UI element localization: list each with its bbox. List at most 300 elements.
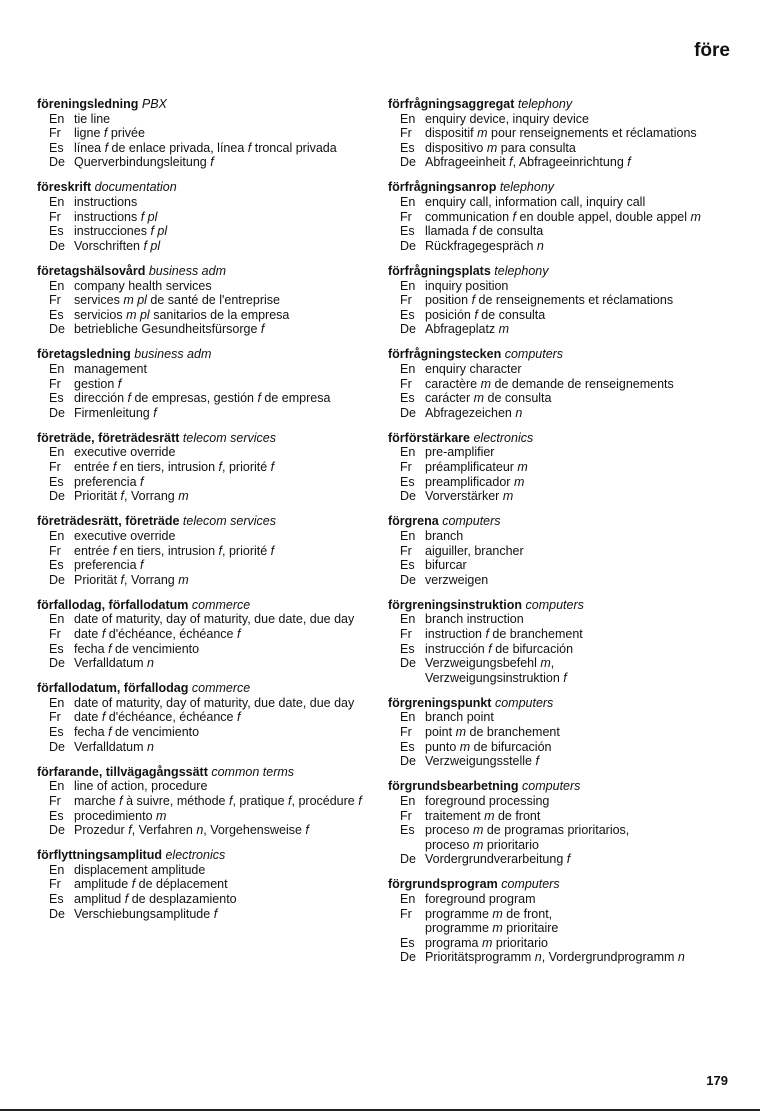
language-code: Es	[400, 641, 415, 656]
language-code: En	[49, 278, 65, 293]
translation-row	[388, 656, 733, 685]
translation-text: Abfrageplatz m	[425, 322, 510, 337]
headword: förfrågningsaggregat	[388, 97, 515, 111]
translation-text: instrucción f de bifurcación	[425, 641, 574, 656]
translation-text: management	[74, 362, 147, 376]
headword: förfarande, tillvägagångssätt	[37, 764, 208, 779]
subject-domain: business adm	[148, 263, 226, 278]
language-code: En	[400, 278, 416, 293]
translation-text: Vorverstärker m	[425, 489, 514, 504]
translation-text: gestion f	[74, 376, 122, 391]
translation-text: enquiry device, inquiry device	[425, 111, 589, 126]
translation-text: preferencia f	[74, 558, 144, 573]
dictionary-entry	[388, 877, 733, 965]
translation-row	[388, 936, 733, 951]
translation-text: inquiry position	[425, 278, 509, 293]
language-code: Es	[49, 808, 64, 823]
translation-row	[37, 308, 367, 323]
translation-row	[37, 406, 367, 421]
language-code: Es	[400, 307, 415, 322]
language-code: Fr	[400, 460, 412, 475]
language-code: De	[49, 739, 65, 754]
translation-row	[37, 475, 367, 490]
subject-domain: telecom services	[182, 514, 276, 529]
translation-row	[37, 224, 367, 239]
headword: företräde, företrädesrätt	[37, 430, 180, 445]
language-code: Fr	[400, 126, 412, 141]
translation-row	[37, 558, 367, 573]
translation-text: betriebliche Gesundheitsfürsorge f	[74, 322, 265, 337]
translation-text: Priorität f, Vorrang m	[74, 489, 189, 504]
language-code: En	[400, 612, 416, 627]
translation-row	[37, 907, 367, 922]
language-code: Es	[49, 391, 64, 406]
translation-text: services m pl de santé de l'entreprise	[74, 293, 280, 308]
headword: förgreningsinstruktion	[388, 597, 523, 612]
translation-row	[388, 950, 733, 965]
language-code: Es	[49, 558, 64, 573]
translation-row	[37, 322, 367, 337]
language-code: De	[400, 405, 416, 420]
dictionary-entry	[37, 347, 367, 420]
language-code: En	[49, 195, 65, 210]
subject-domain: commerce	[191, 681, 251, 696]
subject-domain: documentation	[94, 180, 177, 195]
translation-row	[37, 863, 367, 878]
translation-text: date of maturity, day of maturity, due date, due day	[74, 612, 355, 627]
translation-row	[37, 544, 367, 559]
translation-row	[388, 725, 733, 740]
translation-text: dispositif m pour renseignements et réclamations	[425, 126, 697, 141]
subject-domain: computers	[494, 695, 554, 710]
dictionary-entry	[37, 180, 367, 253]
headword: förfrågningsplats	[388, 263, 491, 278]
translation-row	[388, 710, 733, 725]
language-code: De	[400, 489, 416, 504]
language-code: Es	[49, 892, 64, 906]
translation-text: proceso m de programas prioritarios, proceso m prioritario	[425, 823, 630, 852]
language-code: De	[400, 656, 416, 671]
language-code: Fr	[49, 376, 61, 391]
language-code: Es	[49, 140, 64, 155]
dictionary-entry	[388, 779, 733, 867]
translation-text: executive override	[74, 445, 176, 460]
entry-head	[388, 514, 733, 529]
translation-text: fecha f de vencimiento	[74, 641, 200, 656]
dictionary-entry	[388, 264, 733, 337]
language-code: Es	[400, 224, 415, 239]
translation-row	[37, 823, 367, 838]
language-code: En	[49, 779, 65, 794]
language-code: De	[49, 572, 65, 587]
entry-head	[388, 598, 733, 613]
language-code: En	[49, 445, 65, 460]
language-code: En	[400, 892, 416, 906]
running-header: före	[694, 40, 730, 61]
translation-text: instructions	[74, 195, 138, 210]
translation-row	[37, 877, 367, 892]
translation-row	[388, 852, 733, 867]
language-code: Es	[49, 641, 64, 656]
entry-head	[388, 696, 733, 711]
language-code: Fr	[400, 808, 412, 823]
language-code: Fr	[49, 877, 61, 892]
headword: förfrågningstecken	[388, 347, 502, 362]
language-code: En	[400, 111, 416, 126]
language-code: Fr	[49, 460, 61, 475]
language-code: De	[400, 155, 416, 170]
language-code: De	[400, 238, 416, 253]
translation-text: instruction f de branchement	[425, 627, 583, 641]
subject-domain: telecom services	[182, 430, 276, 445]
language-code: De	[400, 950, 416, 965]
translation-row	[388, 195, 733, 210]
entry-head	[388, 180, 733, 195]
language-code: Es	[400, 140, 415, 155]
translation-row	[388, 141, 733, 156]
entry-head	[388, 347, 733, 362]
dictionary-entry	[37, 598, 367, 671]
translation-row	[388, 529, 733, 544]
headword: förgreningspunkt	[388, 695, 492, 710]
translation-row	[388, 573, 733, 588]
translation-text: préamplificateur m	[425, 460, 528, 475]
language-code: De	[400, 754, 416, 769]
translation-text: Prioritätsprogramm n, Vordergrundprogramm n	[425, 950, 685, 965]
dictionary-entry	[37, 264, 367, 337]
translation-text: carácter m de consulta	[425, 391, 552, 406]
translation-text: date f d'échéance, échéance f	[74, 710, 241, 725]
language-code: De	[49, 238, 65, 253]
translation-text: executive override	[74, 528, 176, 543]
translation-row	[37, 627, 367, 642]
dictionary-entry	[388, 97, 733, 170]
translation-row	[388, 809, 733, 824]
translation-text: branch point	[425, 710, 494, 725]
page-edge	[0, 1109, 760, 1111]
translation-row	[388, 794, 733, 809]
translation-row	[37, 391, 367, 406]
headword: företagshälsovård	[37, 263, 146, 278]
entry-head	[37, 264, 367, 279]
language-code: Es	[400, 474, 415, 489]
subject-domain: telephony	[499, 180, 555, 195]
language-code: Fr	[49, 710, 61, 725]
dictionary-entry	[388, 696, 733, 769]
translation-text: date of maturity, day of maturity, due date, due day	[74, 695, 355, 710]
translation-row	[388, 362, 733, 377]
translation-row	[37, 892, 367, 907]
translation-row	[388, 406, 733, 421]
language-code: En	[49, 111, 65, 126]
translation-row	[37, 112, 367, 127]
translation-row	[37, 656, 367, 671]
language-code: En	[49, 862, 65, 877]
language-code: De	[400, 572, 416, 587]
translation-text: aiguiller, brancher	[425, 543, 524, 558]
entry-head	[37, 681, 367, 696]
translation-text: position f de renseignements et réclamations	[425, 293, 674, 308]
language-code: Fr	[400, 209, 412, 224]
dictionary-entry	[37, 514, 367, 587]
translation-text: tie line	[74, 111, 111, 126]
translation-text: foreground program	[425, 892, 536, 906]
translation-row	[37, 126, 367, 141]
translation-text: Verfalldatum n	[74, 656, 154, 671]
translation-row	[37, 794, 367, 809]
translation-text: instrucciones f pl	[74, 224, 168, 239]
subject-domain: common terms	[211, 764, 295, 779]
translation-text: procedimiento m	[74, 808, 167, 823]
translation-row	[388, 279, 733, 294]
language-code: En	[400, 710, 416, 725]
translation-row	[388, 210, 733, 225]
translation-row	[388, 391, 733, 406]
language-code: En	[400, 362, 416, 376]
translation-row	[37, 725, 367, 740]
headword: förfrågningsanrop	[388, 180, 497, 195]
translation-row	[37, 740, 367, 755]
translation-row	[388, 612, 733, 627]
translation-text: entrée f en tiers, intrusion f, priorité f	[74, 460, 275, 475]
translation-row	[388, 308, 733, 323]
translation-text: company health services	[74, 278, 212, 293]
language-code: En	[49, 612, 65, 627]
dictionary-entry	[388, 598, 733, 686]
language-code: Es	[400, 391, 415, 406]
subject-domain: computers	[525, 597, 584, 612]
translation-text: line of action, procedure	[74, 779, 208, 794]
entry-head	[388, 877, 733, 892]
translation-text: enquiry character	[425, 362, 522, 376]
language-code: Fr	[49, 126, 61, 141]
language-code: Fr	[49, 543, 61, 558]
entry-head	[388, 97, 733, 112]
translation-row	[388, 293, 733, 308]
language-code: Es	[400, 739, 415, 754]
entry-head	[388, 779, 733, 794]
entry-head	[37, 97, 367, 112]
translation-text: traitement m de front	[425, 808, 541, 823]
translation-row	[388, 740, 733, 755]
translation-row	[388, 445, 733, 460]
language-code: Fr	[400, 376, 412, 391]
language-code: Fr	[400, 627, 412, 641]
entry-head	[37, 431, 367, 446]
subject-domain: computers	[504, 347, 564, 362]
translation-row	[388, 155, 733, 170]
translation-text: punto m de bifurcación	[425, 739, 552, 754]
translation-text: Verzweigungsbefehl m, Verzweigungsinstruktion f	[425, 656, 567, 685]
translation-text: enquiry call, information call, inquiry call	[425, 195, 646, 210]
translation-row	[388, 239, 733, 254]
right-column	[388, 97, 733, 975]
headword: föreskrift	[37, 180, 92, 195]
translation-text: amplitude f de déplacement	[74, 877, 228, 892]
language-code: De	[49, 155, 65, 170]
entry-head	[37, 598, 367, 613]
translation-text: branch instruction	[425, 612, 524, 627]
headword: förflyttningsamplitud	[37, 848, 162, 863]
translation-row	[388, 754, 733, 769]
subject-domain: telephony	[517, 97, 573, 111]
translation-text: llamada f de consulta	[425, 224, 544, 239]
entry-head	[37, 765, 367, 780]
language-code: Es	[49, 474, 64, 489]
translation-row	[388, 558, 733, 573]
subject-domain: business adm	[134, 347, 212, 362]
language-code: De	[49, 823, 65, 838]
translation-text: Abfrageeinheit f, Abfrageeinrichtung f	[425, 155, 631, 170]
translation-row	[37, 293, 367, 308]
headword: föreningsledning	[37, 97, 139, 111]
language-code: De	[49, 906, 65, 921]
language-code: En	[400, 793, 416, 808]
language-code: Fr	[400, 906, 412, 921]
translation-row	[37, 155, 367, 170]
subject-domain: commerce	[191, 597, 251, 612]
dictionary-entry	[388, 431, 733, 504]
translation-row	[37, 460, 367, 475]
translation-row	[37, 210, 367, 225]
translation-row	[388, 475, 733, 490]
headword: företrädesrätt, företräde	[37, 514, 180, 529]
translation-row	[388, 892, 733, 907]
translation-row	[37, 141, 367, 156]
headword: förgrena	[388, 514, 439, 529]
subject-domain: computers	[442, 514, 501, 529]
entry-head	[37, 848, 367, 863]
translation-text: bifurcar	[425, 558, 467, 573]
translation-text: Priorität f, Vorrang m	[74, 572, 189, 587]
translation-text: Vorschriften f pl	[74, 238, 161, 253]
language-code: Es	[49, 725, 64, 740]
translation-row	[388, 460, 733, 475]
translation-text: point m de branchement	[425, 725, 560, 740]
dictionary-entry	[37, 848, 367, 921]
translation-text: Querverbindungsleitung f	[74, 155, 214, 170]
entry-head	[388, 264, 733, 279]
translation-row	[37, 195, 367, 210]
language-code: En	[400, 445, 416, 460]
translation-text: entrée f en tiers, intrusion f, priorité f	[74, 543, 275, 558]
translation-text: branch	[425, 528, 464, 543]
translation-row	[388, 823, 733, 852]
language-code: Es	[400, 558, 415, 573]
language-code: De	[49, 322, 65, 337]
language-code: Fr	[49, 793, 61, 808]
translation-row	[37, 612, 367, 627]
translation-row	[388, 224, 733, 239]
translation-text: Firmenleitung f	[74, 405, 157, 420]
translation-text: línea f de enlace privada, línea f troncal privada	[74, 140, 337, 155]
translation-row	[37, 529, 367, 544]
translation-text: Vordergrundverarbeitung f	[425, 852, 571, 867]
headword: förfallodatum, förfallodag	[37, 681, 189, 696]
dictionary-entry	[388, 347, 733, 420]
subject-domain: electronics	[165, 848, 226, 863]
translation-row	[37, 573, 367, 588]
translation-row	[388, 907, 733, 936]
translation-row	[37, 809, 367, 824]
language-code: Es	[49, 307, 64, 322]
translation-text: dirección f de empresas, gestión f de empresa	[74, 391, 331, 406]
subject-domain: telephony	[494, 263, 549, 278]
translation-row	[37, 710, 367, 725]
entry-head	[388, 431, 733, 446]
translation-row	[37, 779, 367, 794]
translation-row	[388, 112, 733, 127]
translation-text: Prozedur f, Verfahren n, Vorgehensweise f	[74, 823, 309, 838]
language-code: De	[400, 852, 416, 867]
translation-text: marche f à suivre, méthode f, pratique f, procédure f	[74, 793, 362, 808]
subject-domain: PBX	[141, 97, 167, 111]
language-code: Es	[400, 935, 415, 950]
translation-row	[37, 362, 367, 377]
translation-text: foreground processing	[425, 793, 550, 808]
translation-row	[388, 489, 733, 504]
entry-head	[37, 514, 367, 529]
language-code: Fr	[400, 543, 412, 558]
translation-row	[37, 239, 367, 254]
translation-text: pre-amplifier	[425, 445, 495, 460]
dictionary-entry	[388, 514, 733, 587]
translation-text: posición f de consulta	[425, 307, 546, 322]
language-code: En	[49, 695, 65, 710]
subject-domain: electronics	[473, 430, 534, 445]
dictionary-entry	[37, 765, 367, 838]
headword: företagsledning	[37, 347, 131, 362]
entry-head	[37, 180, 367, 195]
dictionary-entry	[388, 180, 733, 253]
translation-row	[37, 642, 367, 657]
translation-text: Abfragezeichen n	[425, 405, 523, 420]
translation-row	[388, 627, 733, 642]
language-code: Fr	[400, 293, 412, 308]
language-code: Fr	[49, 627, 61, 641]
translation-text: Rückfragegespräch n	[425, 238, 544, 253]
language-code: De	[49, 656, 65, 671]
language-code: De	[49, 489, 65, 504]
translation-text: servicios m pl sanitarios de la empresa	[74, 307, 290, 322]
translation-text: displacement amplitude	[74, 862, 206, 877]
subject-domain: computers	[501, 877, 560, 892]
page-number: 179	[706, 1073, 728, 1088]
translation-text: preferencia f	[74, 474, 144, 489]
language-code: En	[400, 528, 416, 543]
translation-text: amplitud f de desplazamiento	[74, 892, 237, 906]
translation-row	[37, 696, 367, 711]
language-code: Es	[400, 823, 415, 838]
language-code: De	[49, 405, 65, 420]
dictionary-entry	[37, 431, 367, 504]
translation-row	[388, 322, 733, 337]
translation-row	[37, 445, 367, 460]
translation-row	[37, 279, 367, 294]
translation-text: communication f en double appel, double appel m	[425, 209, 701, 224]
translation-row	[37, 377, 367, 392]
dictionary-entry	[37, 681, 367, 754]
translation-text: caractère m de demande de renseignements	[425, 376, 674, 391]
translation-text: instructions f pl	[74, 209, 158, 224]
language-code: Fr	[49, 209, 61, 224]
translation-text: dispositivo m para consulta	[425, 140, 576, 155]
language-code: Fr	[400, 725, 412, 740]
translation-text: programa m prioritario	[425, 935, 548, 950]
translation-row	[37, 489, 367, 504]
translation-row	[388, 377, 733, 392]
translation-text: fecha f de vencimiento	[74, 725, 200, 740]
